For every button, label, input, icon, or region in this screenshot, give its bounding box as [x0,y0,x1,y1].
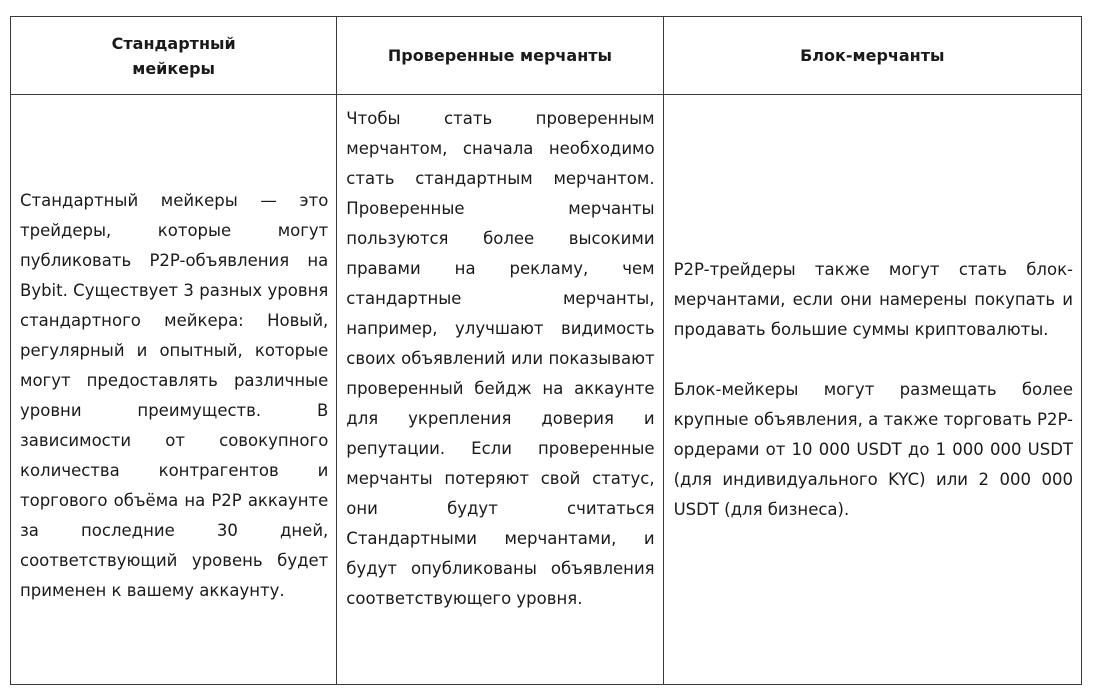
header-verified-merchants-label: Проверенные мерчанты [387,46,612,65]
standard-makers-description: Стандартный мейкеры — это трейдеры, которые могут публиковать P2P-объявления на Bybit. Существует 3 разных уровня стандартного мейкера: Новый, регулярный и опытный, которые могут предоставлять различные уровни преимуществ. В зависимости от совокупного количества контрагентов и торгового объёма на P2P аккаунте за последние 30 дней, соответствующий уровень будет применен к вашему аккаунту. [20,190,329,600]
header-verified-merchants [337,17,663,95]
header-block-merchants [663,17,1081,95]
block-merchants-description-1: P2P-трейдеры также могут стать блок-мерчантами, если они намерены покупать и продавать большие суммы криптовалюты. [673,259,1073,339]
cell-standard-makers [11,95,337,685]
block-merchants-description-2: Блок-мейкеры могут размещать более крупные объявления, а также торговать P2P-ордерами от 10 000 USDT до 1 000 000 USDT (для индивидуального KYC) или 2 000 000 USDT (для бизнеса). [673,379,1073,519]
table-header-row [11,17,1082,95]
header-standard-makers [11,17,337,95]
verified-merchants-description: Чтобы стать проверенным мерчантом, сначала необходимо стать стандартным мерчантом. Проверенные мерчанты пользуются более высокими правами на рекламу, чем стандартные мерчанты, например, улучшают видимость своих объявлений или показывают проверенный бейдж на аккаунте для укрепления доверия и репутации. Если проверенные мерчанты потеряют свой статус, они будут считаться Стандартными мерчантами, и будут опубликованы объявления соответствующего уровня. [346,109,655,608]
cell-block-merchants [663,95,1081,685]
table-row [11,95,1082,685]
cell-verified-merchants [337,95,663,685]
merchant-comparison-table [10,16,1082,685]
header-block-merchants-label: Блок-мерчанты [800,46,945,65]
header-standard-makers-label: Стандартный мейкеры [111,33,236,78]
